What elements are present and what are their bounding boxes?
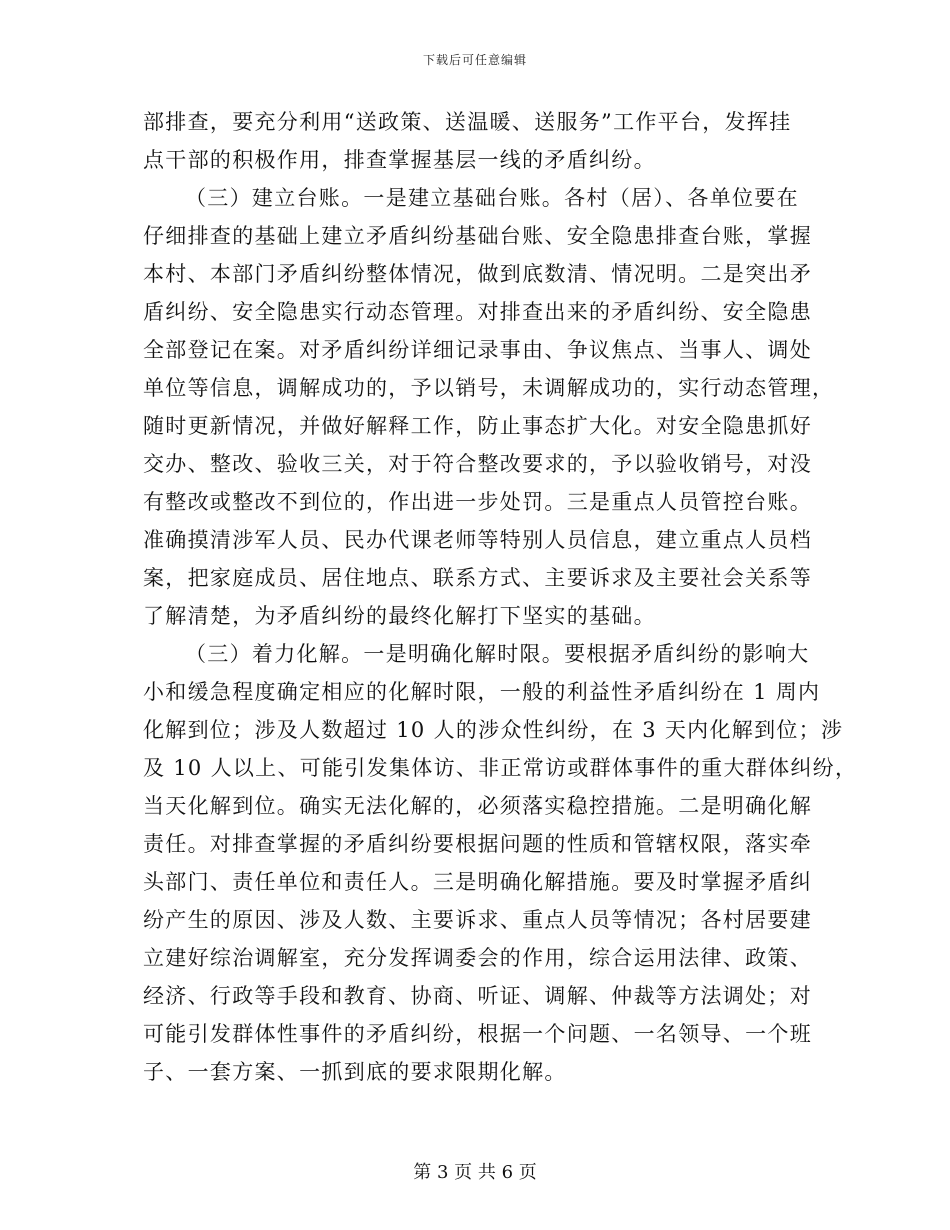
text-line: 部排查，要充分利用“送政策、送温暖、送服务”工作平台，发挥挂 <box>143 110 792 134</box>
text-line: 点干部的积极作用，排查掌握基层一线的矛盾纠纷。 <box>143 148 656 172</box>
paragraph-start-line: （三）着力化解。一是明确化解时限。要根据矛盾纠纷的影响大 <box>185 642 810 666</box>
page-header: 下载后可任意编辑 <box>422 53 527 67</box>
text-line: 小和缓急程度确定相应的化解时限，一般的利益性矛盾纠纷在 1 周内 <box>143 680 821 704</box>
document-body <box>143 103 858 1091</box>
text-line: 立建好综治调解室，充分发挥调委会的作用，综合运用法律、政策、 <box>143 946 812 970</box>
text-line: 全部登记在案。对矛盾纠纷详细记录事由、争议焦点、当事人、调处 <box>143 338 812 362</box>
page-footer <box>0 1158 950 1184</box>
paragraph-start-line: （三）建立台账。一是建立基础台账。各村（居）、各单位要在 <box>185 186 799 210</box>
text-line: 盾纠纷、安全隐患实行动态管理。对排查出来的矛盾纠纷、安全隐患 <box>143 300 812 324</box>
text-line: 了解清楚，为矛盾纠纷的最终化解打下坚实的基础。 <box>143 604 656 628</box>
text-line: 纷产生的原因、涉及人数、主要诉求、重点人员等情况；各村居要建 <box>143 908 812 932</box>
text-line: 有整改或整改不到位的，作出进一步处罚。三是重点人员管控台账。 <box>143 490 812 514</box>
text-line: 单位等信息，调解成功的，予以销号，未调解成功的，实行动态管理， <box>143 376 835 400</box>
text-line: 案，把家庭成员、居住地点、联系方式、主要诉求及主要社会关系等 <box>143 566 812 590</box>
text-line: 经济、行政等手段和教育、协商、听证、调解、仲裁等方法调处；对 <box>143 984 812 1008</box>
text-line: 可能引发群体性事件的矛盾纠纷，根据一个问题、一名领导、一个班 <box>143 1022 812 1046</box>
text-line: 当天化解到位。确实无法化解的，必须落实稳控措施。二是明确化解 <box>143 794 812 818</box>
text-line: 随时更新情况，并做好解释工作，防止事态扩大化。对安全隐患抓好 <box>143 414 812 438</box>
page-number: 第 3 页 共 6 页 <box>413 1162 537 1183</box>
text-line: 本村、本部门矛盾纠纷整体情况，做到底数清、情况明。二是突出矛 <box>143 262 812 286</box>
text-line: 头部门、责任单位和责任人。三是明确化解措施。要及时掌握矛盾纠 <box>143 870 812 894</box>
text-line: 化解到位；涉及人数超过 10 人的涉众性纠纷，在 3 天内化解到位；涉 <box>143 718 844 742</box>
text-line: 准确摸清涉军人员、民办代课老师等特别人员信息，建立重点人员档 <box>143 528 812 552</box>
text-line: 交办、整改、验收三关，对于符合整改要求的，予以验收销号，对没 <box>143 452 812 476</box>
text-line: 责任。对排查掌握的矛盾纠纷要根据问题的性质和管辖权限，落实牵 <box>143 832 812 856</box>
text-line: 子、一套方案、一抓到底的要求限期化解。 <box>143 1060 567 1084</box>
text-line: 仔细排查的基础上建立矛盾纠纷基础台账、安全隐患排查台账，掌握 <box>143 224 812 248</box>
text-line: 及 10 人以上、可能引发集体访、非正常访或群体事件的重大群体纠纷， <box>143 756 858 780</box>
